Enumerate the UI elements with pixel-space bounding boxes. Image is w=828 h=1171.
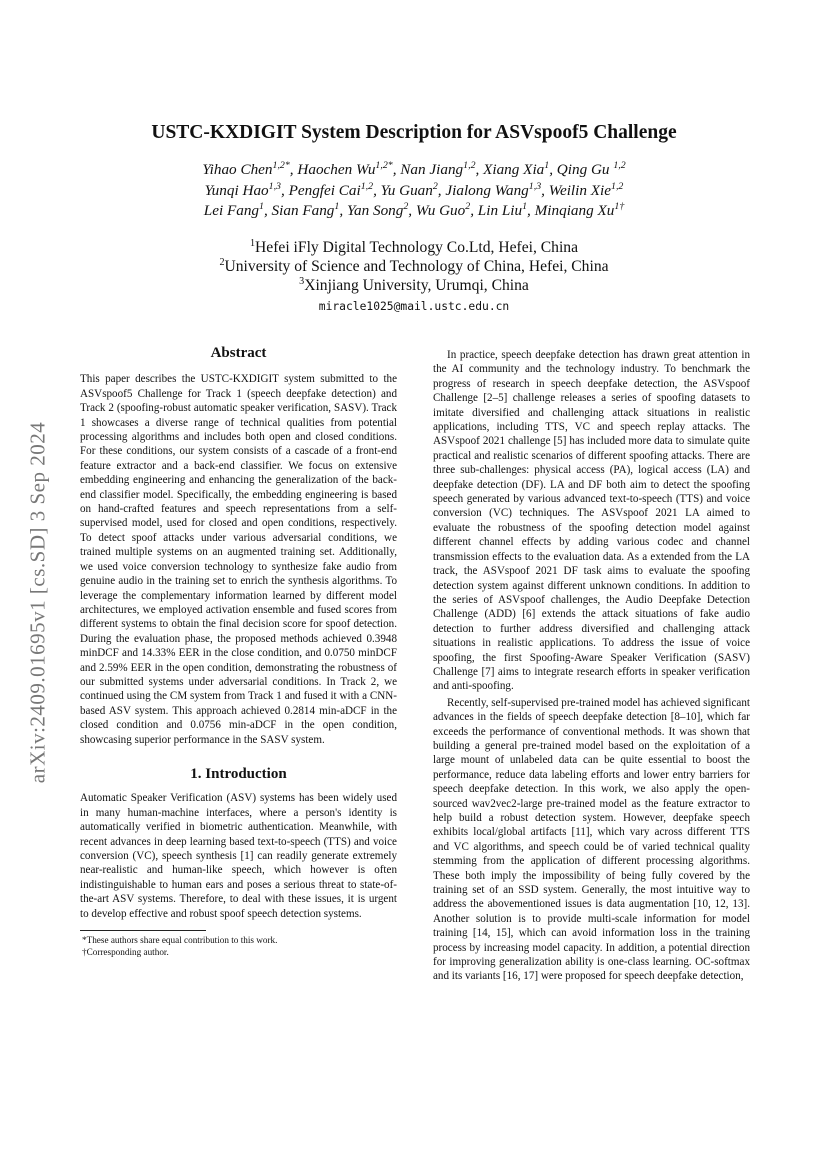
footnote-corresponding-author: †Corresponding author.: [82, 947, 169, 958]
author-line: Lei Fang$^1$, Sian Fang$^1$, Yan Song$^2$, Wu Guo$^2$, Lin Liu$^1$, Minqiang $Xu^{1\dagger}$: [203, 200, 625, 219]
intro-paragraph-2: In practice, speech deepfake detection has drawn great attention in the AI community and the technology industry. To benchmark the progress of research in speech deepfake detection, the ASVspoof Challenge [2–5] challenge releases a series of spoofing datasets to imitate diversified and challenging attack situations in realistic applications, including TTS, VC and speech replay attacks. The ASVspoof 2021 challenge [5] has included more data to simulate quite practical and realistic scenarios of different spoofing attacks. There are three sub-challenges: physical access (PA), logical access (LA) and deepfake detection (DF). LA and DF both aim to detect the spoofing speech generated by various advanced text-to-speech (TTS) and voice conversion (VC) techniques. The ASVspoof 2021 LA aimed to evaluate the robustness of the spoofing detection model against different channel effects by adding various codec and channel transmission effects to the evaluation data. As a extended from the LA track, the ASVspoof 2021 DF task aims to evaluate the spoofing detection system against different unknown conditions. In addition to the series of ASVspoof challenges, the Audio Deepfake Detection Challenge (ADD) [6] extends the attack situations of fake audio detection to further address diversified and challenging attack situations in realistic applications. To address the issue of voice spoofing, the first Spoofing-Aware Speaker Verification (SASV) Challenge [7] aims to integrate research efforts in speaker verification and anti-spoofing.: [433, 349, 750, 693]
affiliation: $^2$University of Science and Technology of China, Hefei, China: [219, 256, 609, 275]
abstract-text: This paper describes the USTC-KXDIGIT system submitted to the ASVspoof5 Challenge for Track 1 (speech deepfake detection) and Track 2 (spoofing-robust automatic speaker verification, SASV). Track 1 showcases a diverse range of technical qualities from potential processing algorithms and includes both open and closed conditions. For these conditions, our system consists of a cascade of a front-end feature extractor and a back-end classifier. We focus on extensive embedding engineering and enhancing the generalization of the back-end classifier model. Specifically, the embedding engineering is based on hand-crafted features and speech representations from a self-supervised model, used for closed and open conditions, respectively. To detect spoof attacks under various adversarial conditions, we trained multiple systems on an augmented training set. Additionally, we used voice conversion technology to synthesize fake audio from genuine audio in the training set to enrich the synthesis algorithms. To leverage the complementary information learned by different model architectures, we employed activation ensemble and fused scores from different systems to obtain the final decision score for spoof detection. During the evaluation phase, the proposed methods achieved 0.3948 minDCF and 14.33% EER in the close condition, and 0.0750 minDCF and 2.59% EER in the open condition, demonstrating the robustness of our submitted systems under adversarial conditions. In Track 2, we continued using the CM system from Track 1 and fused it with a CNN-based ASV system. This approach achieved 0.2814 min-aDCF in the closed condition and 0.0756 min-aDCF in the open condition, showcasing superior performance in the SASV system.: [80, 373, 397, 746]
affiliations: [0, 238, 828, 316]
abstract-heading: Abstract: [210, 345, 267, 361]
introduction-heading: 1. Introduction: [190, 765, 287, 782]
paper-title: USTC-KXDIGIT System Description for ASVspoof5 Challenge: [151, 122, 677, 143]
affiliation: $^3$Xinjiang University, Urumqi, China: [299, 275, 529, 294]
affiliation: $^1$Hefei iFly Digital Technology Co.Ltd, Hefei, China: [249, 237, 579, 256]
right-column: [433, 348, 750, 984]
intro-paragraph-3: Recently, self-supervised pre-trained model has achieved significant advances in the fields of speech deepfake detection [8–10], which far exceeds the performance of conventional methods. It was shown that building a general pre-trained model based on the exploitation of a large mount of unlabeled data can be quite essential to boost the performance, reduce data labeling efforts and lower entry barriers for speech deepfake detection. In this work, we also apply the open-sourced wav2vec2-large pre-trained model as the feature extractor to help build a robust detection system. However, deepfake speech exhibits local/global artifacts [11], which vary across different TTS and VC algorithms, and speech could be of varied technical quality stemming from the application of different processing algorithms. These both imply the impossibility of being fully covered by the training set of an SSD system. Generally, the most intuitive way to address the abovementioned issues is data augmentation [10, 12, 13]. Another solution is to provide multi-scale information for model training [14, 15], which can avoid information loss in the training process by increasing model capacity. In addition, a potential direction for improving generalization ability is one-class learning. OC-softmax and its variants [16, 17] were proposed for speech deepfake detection,: [433, 696, 750, 983]
intro-paragraph-1: Automatic Speaker Verification (ASV) systems has been widely used in many human-machine interfaces, where a person's identity is automatically verified in biometric authentication. Meanwhile, with recent advances in deep learning based text-to-speech (TTS) and voice conversion (VC), speech synthesis [1] can readily generate extremely near-realistic and human-like speech, which however is often indistinguishable to human ears and poses a serious threat to state-of-the-art ASV systems. Therefore, to deal with these issues, it is urgent to develop effective and robust spoof speech detection systems.: [80, 792, 397, 920]
arxiv-identifier: arXiv:2409.01695v1 [cs.SD] 3 Sep 2024: [25, 421, 50, 784]
author-line: Yihao Chen$^{1,2*}$, Haochen $Wu^{1,2*}$, Nan Jiang$^{1,2}$, Xiang Xia$^1$, Qing Gu $^{1,2}$: [202, 159, 626, 178]
contact-email[interactable]: miracle1025@mail.ustc.edu.cn: [318, 300, 510, 313]
author-list: [0, 160, 828, 222]
footnote-equal-contribution: *These authors share equal contribution to this work.: [82, 935, 278, 946]
footnotes: [80, 930, 278, 958]
left-column: [80, 346, 397, 958]
author-line: Yunqi Hao$^{1,3}$, Pengfei Cai$^{1,2}$, Yu Guan$^2$, Jialong Wang$^{1,3}$, Weilin Xie$^{1,2}$: [204, 180, 624, 199]
